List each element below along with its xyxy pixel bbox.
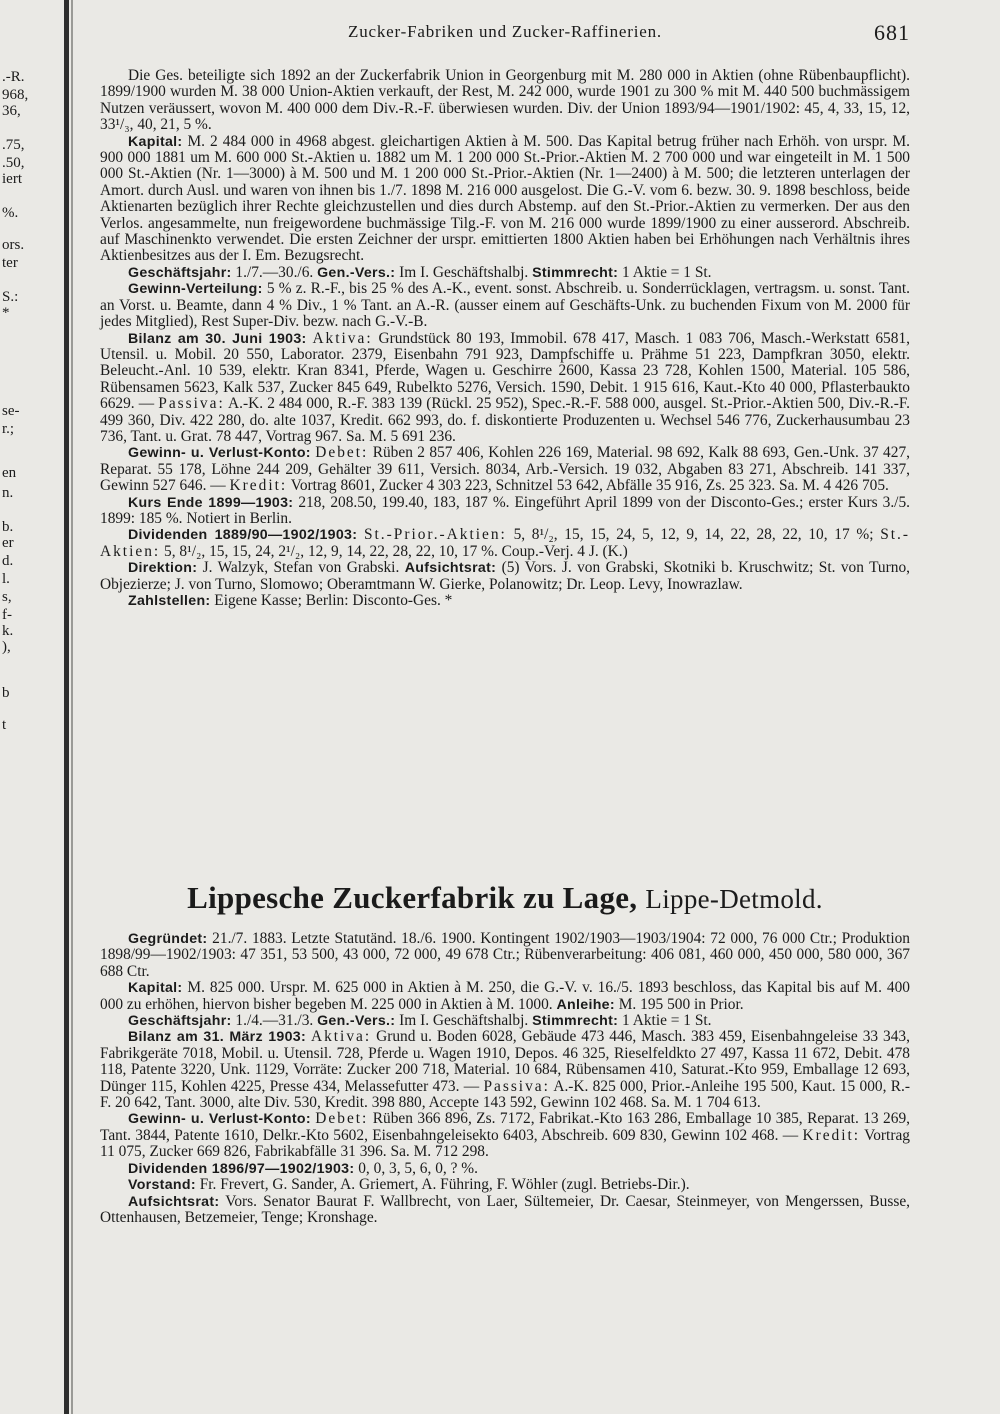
- vorstand-text: Fr. Frevert, G. Sander, A. Griemert, A. Führing, F. Wöhler (zugl. Betriebs-Dir.).: [199, 1176, 690, 1194]
- geschaeftsjahr-label: Geschäftsjahr:: [128, 264, 232, 281]
- kredit-label: Kredit:: [229, 477, 288, 495]
- div-prior-values: 5, 8¹/₂, 15, 15, 24, 5, 12, 9, 14, 22, 28, 22, 10, 17 %;: [513, 526, 874, 544]
- dividenden-values: 0, 0, 3, 5, 6, 0, ? %.: [358, 1159, 478, 1177]
- heading-company-name: Lippesche Zuckerfabrik zu Lage,: [187, 880, 638, 915]
- union-dividenden-paragraph: [100, 527, 910, 560]
- kurs-label: Kurs Ende 1899—1903:: [128, 494, 294, 511]
- lippe-bilanz-paragraph: [100, 1029, 910, 1111]
- union-entry: [100, 68, 910, 609]
- lippe-kapital-paragraph: [100, 980, 910, 1013]
- aufsichtsrat-text: Vors. Senator Baurat F. Wallbrecht, von Laer, Sültemeier, Dr. Caesar, Steinmeyer, von Mengerssen, Busse, Ottenhausen, Betzemeier, Tenge; Kronshage.: [100, 1192, 910, 1226]
- bilanz-label: Bilanz am 30. Juni 1903:: [128, 330, 307, 347]
- lippe-gegruendet-paragraph: [100, 931, 910, 980]
- guv-label: Gewinn- u. Verlust-Konto:: [128, 1111, 311, 1128]
- passiva-label: Passiva:: [483, 1077, 550, 1095]
- margin-fragment: 36,: [2, 103, 21, 119]
- guv-label: Gewinn- u. Verlust-Konto:: [128, 445, 311, 462]
- union-direktion-paragraph: [100, 560, 910, 593]
- dividenden-label: Dividenden 1889/90—1902/1903:: [128, 527, 358, 544]
- margin-fragment: k.: [2, 623, 14, 639]
- kredit-text: Vortrag 11 075, Zucker 669 826, Fabrikabfälle 31 396. Sa. M. 712 298.: [100, 1126, 910, 1161]
- geschaeftsjahr-label: Geschäftsjahr:: [128, 1013, 232, 1030]
- gen-vers-value: Im I. Geschäftshalbj.: [399, 263, 529, 281]
- stimmrecht-value: 1 Aktie = 1 St.: [622, 263, 712, 281]
- stimmrecht-label: Stimmrecht:: [532, 1013, 619, 1030]
- aufsichtsrat-label: Aufsichtsrat:: [404, 560, 497, 577]
- margin-fragment: f-: [2, 607, 12, 623]
- margin-fragment: s,: [2, 589, 12, 605]
- gen-vers-label: Gen.-Vers.:: [317, 264, 396, 281]
- lippe-guv-paragraph: [100, 1111, 910, 1160]
- union-guv-paragraph: [100, 445, 910, 494]
- margin-fragment: r.;: [2, 421, 15, 437]
- stimmrecht-label: Stimmrecht:: [532, 264, 619, 281]
- margin-fragment: *: [2, 305, 10, 321]
- passiva-label: Passiva:: [158, 395, 225, 413]
- margin-fragment: .-R.: [2, 69, 25, 85]
- div-st-label: St.-Aktien:: [100, 526, 911, 560]
- zahlstellen-label: Zahlstellen:: [128, 593, 211, 609]
- margin-fragment: .75,: [2, 137, 25, 153]
- passiva-text: A.-K. 2 484 000, R.-F. 383 139 (Rückl. 25 952), Spec.-R.-F. 588 000, ausgel. St.-Prior.-Aktien 500, Div.-R.-F. 499 360, Div. 422 280, do. alte 1037, Kredit. 662 993, do. f. diskontierte Produzenten u. Wechsel 546 776, Zuckerhausumbau 23 736, Tant. u. Grat. 78 447, Vortrag 967. Sa. M. 5 691 236.: [100, 395, 911, 445]
- previous-page-margin: [0, 40, 64, 740]
- stimmrecht-value: 1 Aktie = 1 St.: [622, 1012, 712, 1030]
- lippe-entry: [100, 931, 910, 1226]
- aufsichtsrat-text: (5) Vors. J. von Grabski, Skotniki b. Kruschwitz; St. von Turno, Objezierze; J. von Turno, Slomowo; Oberamtmann W. Gierke, Polanowitz; Dr. Leop. Levy, Inowrazlaw.: [100, 559, 910, 593]
- kapital-text: M. 2 484 000 in 4968 abgest. gleichartigen Aktien à M. 500. Das Kapital betrug früher nach Erhöh. von urspr. M. 900 000 1881 um M. 600 000 St.-Aktien u. 1882 um M. 1 200 000 St.-Prior.-Aktien M. 2 700 000 und war eingeteilt in M. 1 500 000 St.-Aktien (Nr. 1—3000) à M. 500 und M. 1 200 000 St.-Prior.-Aktien (Nr. 1—2400) à M. 500; die letzteren unterlagen der Amort. durch Ausl. und waren von ihnen bis 1./7. 1898 M. 216 000 ausgelost. Die G.-V. vom 6. bezw. 30. 9. 1898 beschloss, beide Aktienarten bezüglich ihrer Rechte gleichzustellen und dies durch Abstemp. auf den St.-Prior.-Aktien zu vermerken. Der aus den Verlos. angesammelte, nun freigewordene buchmässige Tilg.-F. von M. 216 000 wurde 1899/1900 zu einer ausserord. Abschreib. auf Maschinenkto verwendet. Die ersten Zeichner der urspr. emittierten 1800 Aktien haben bei Erhöhungen nach Verhältnis ihres Aktienbesitzes aus der I. Em. Bezugsrecht.: [100, 132, 910, 265]
- div-prior-label: St.-Prior.-Aktien:: [363, 526, 507, 544]
- lippe-meta-paragraph: [100, 1013, 910, 1029]
- debet-text: Rüben 366 896, Zs. 7172, Fabrikat.-Kto 163 286, Emballage 10 385, Reparat. 13 269, Tant. 3844, Patente 1610, Delkr.-Kto 5602, Eisenbahngeleisekto 6403, Abschreib. 609 830, Gewinn 102 468. —: [100, 1110, 910, 1144]
- margin-fragment: er: [2, 535, 14, 551]
- margin-fragment: d.: [2, 553, 14, 569]
- div-st-values: 5, 8¹/₂, 15, 15, 24, 2¹/₂, 12, 9, 14, 22, 28, 22, 10, 17 %. Coup.-Verj. 4 J. (K.): [164, 542, 628, 560]
- lippe-dividenden-paragraph: [100, 1161, 910, 1177]
- margin-fragment: %.: [2, 205, 19, 221]
- page-number: 681: [874, 20, 910, 45]
- kredit-label: Kredit:: [802, 1126, 861, 1144]
- lippe-aufsichtsrat-paragraph: [100, 1194, 910, 1227]
- running-header: [100, 22, 910, 52]
- union-zahlstellen-paragraph: [100, 593, 910, 609]
- margin-fragment: 968,: [2, 87, 29, 103]
- union-kapital-paragraph: [100, 134, 910, 265]
- kurs-text: 218, 208.50, 199.40, 183, 187 %. Eingeführt April 1899 von der Disconto-Ges.; erster Kurs 3./5. 1899: 185 %. Notiert in Berlin.: [100, 493, 910, 527]
- margin-fragment: en: [2, 465, 17, 481]
- binding-gutter: [64, 0, 69, 1414]
- debet-label: Debet:: [315, 1110, 369, 1128]
- margin-fragment: n.: [2, 485, 14, 501]
- gewinn-verteilung-text: 5 % z. R.-F., bis 25 % des A.-K., event. sonst. Abschreib. u. Sonderrücklagen, vertragsm. u. sonst. Tant. an Vorst. u. Beamte, dann 4 % Div., 1 % Tant. an A.-R. (ausser einem auf Geschäfts-Unk. zu buchenden Fixum von M. 2000 für jedes Mitglied), Rest Super-Div. bezw. nach G.-V.-B.: [100, 280, 911, 331]
- aktiva-text: Grund u. Boden 6028, Gebäude 473 446, Masch. 383 459, Eisenbahngeleise 33 343, Fabrikgeräte 7018, Mobil. u. Utensil. 728, Pferde u. Wagen 1910, Depos. 46 325, Rieselfeldkto 27 497, Kassa 11 672, Debit. 478 118, Patente 3220, Unk. 1129, Vorräte: Zucker 200 718, Material. 10 684, Rübensamen 410, Saturat.-Kto 959, Emballage 12 693, Dünger 115, Kohlen 4225, Presse 434, Melassefutter 473. —: [100, 1028, 910, 1095]
- direktion-text: J. Walzyk, Stefan von Grabski.: [202, 559, 400, 577]
- union-gewinnverteilung-paragraph: [100, 281, 910, 330]
- binding-gutter-shadow: [71, 0, 73, 1414]
- zahlstellen-text: Eigene Kasse; Berlin: Disconto-Ges. *: [214, 592, 453, 609]
- debet-text: Rüben 2 857 406, Kohlen 226 169, Material. 98 692, Kalk 88 693, Gen.-Unk. 37 427, Reparat. 55 178, Löhne 244 209, Gehälter 39 611, Versich. 8034, Arb.-Versich. 19 032, Abgaben 83 271, Abschreib. 141 337, Gewinn 527 646. —: [100, 444, 910, 495]
- union-bilanz-paragraph: [100, 331, 910, 446]
- margin-fragment: ter: [2, 255, 18, 271]
- vorstand-label: Vorstand:: [128, 1177, 196, 1194]
- aktiva-label: Aktiva:: [312, 329, 373, 347]
- gen-vers-value: Im I. Geschäftshalbj.: [399, 1012, 529, 1030]
- margin-fragment: .50,: [2, 155, 25, 171]
- margin-fragment: l.: [2, 571, 10, 587]
- kredit-text: Vortrag 8601, Zucker 4 303 223, Schnitzel 53 642, Abfälle 35 916, Zs. 25 323. Sa. M. 4 426 705.: [290, 477, 889, 495]
- geschaeftsjahr-value: 1./4.—31./3.: [235, 1012, 314, 1030]
- gegruendet-text: 21./7. 1883. Letzte Statutänd. 18./6. 1900. Kontingent 1902/1903—1903/1904: 72 000, 76 000 Ctr.; Produktion 1898/99—1902/1903: 47 351, 53 500, 43 000, 72 000, 49 678 Ctr.; Rübenverarbeitung: 406 081, 460 000, 450 000, 580 000, 367 688 Ctr.: [100, 930, 910, 980]
- margin-fragment: b.: [2, 519, 14, 535]
- kapital-label: Kapital:: [128, 133, 183, 150]
- margin-fragment: ors.: [2, 237, 25, 253]
- margin-fragment: se-: [2, 403, 20, 419]
- aktiva-text: Grundstück 80 193, Immobil. 678 417, Masch. 1 083 706, Masch.-Werkstatt 6581, Utensil. u. Mobil. 20 550, Laborator. 2379, Eisenbahn 791 923, Dampfschiffe u. Prähme 51 223, Dampfkran 3050, elektr. Beleucht.-Anl. 10 539, elektr. Kran 8341, Pferde, Wagen u. Geschirre 2600, Kassa 23 728, Kohlen 1500, Material. 105 586, Rübensamen 5623, Kalk 537, Zucker 845 649, Rubelkto 5276, Versich. 1590, Debit. 1 915 616, Kaut.-Kto 40 000, Pflasterbaukto 6629. —: [100, 329, 910, 413]
- dividenden-label: Dividenden 1896/97—1902/1903:: [128, 1160, 355, 1177]
- header-title: Zucker-Fabriken und Zucker-Raffinerien.: [348, 22, 662, 41]
- passiva-text: A.-K. 825 000, Prior.-Anleihe 195 500, Kaut. 15 000, R.-F. 20 642, Tant. 3000, alte Div. 530, Kredit. 398 880, Accepte 143 592, Gewinn 102 468. Sa. M. 1 704 613.: [100, 1077, 911, 1112]
- gen-vers-label: Gen.-Vers.:: [317, 1013, 396, 1030]
- margin-fragment: t: [2, 717, 7, 733]
- geschaeftsjahr-value: 1./7.—30./6.: [235, 263, 314, 281]
- anleihe-label: Anleihe:: [556, 996, 615, 1013]
- margin-fragment: iert: [2, 171, 22, 187]
- kapital-label: Kapital:: [128, 980, 183, 997]
- union-meta-paragraph: [100, 265, 910, 281]
- kapital-text: M. 825 000. Urspr. M. 625 000 in Aktien à M. 250, die G.-V. v. 16./5. 1893 beschloss, das Kapital bis auf M. 400 000 zu erhöhen, hiervon bisher begeben M. 225 000 in Aktien à M. 1000.: [100, 979, 910, 1013]
- gewinn-verteilung-label: Gewinn-Verteilung:: [128, 281, 263, 298]
- heading-place: Lippe-Detmold.: [645, 884, 823, 914]
- direktion-label: Direktion:: [128, 560, 198, 577]
- gegruendet-label: Gegründet:: [128, 931, 208, 947]
- margin-fragment: ),: [2, 639, 11, 655]
- company-heading: [100, 880, 910, 916]
- debet-label: Debet:: [315, 444, 369, 462]
- margin-fragment: S.:: [2, 289, 19, 305]
- union-intro-paragraph: Die Ges. beteiligte sich 1892 an der Zuckerfabrik Union in Georgenburg mit M. 280 000 in Aktien (ohne Rübenbaupflicht). 1899/1900 wurden M. 38 000 Union-Aktien verkauft, der Rest, M. 242 000, wurde 1901 zu 300 % mit M. 440 500 buchmässigem Nutzen veräussert, wovon M. 400 000 dem Div.-R.-F. überwiesen wurden. Div. der Union 1893/94—1901/1902: 45, 4, 33, 15, 12, 33¹/₃, 40, 21, 5 %.: [100, 67, 910, 134]
- anleihe-text: M. 195 500 in Prior.: [618, 995, 744, 1013]
- aktiva-label: Aktiva:: [310, 1028, 372, 1046]
- bilanz-label: Bilanz am 31. März 1903:: [128, 1029, 307, 1046]
- union-kurs-paragraph: [100, 495, 910, 528]
- margin-fragment: b: [2, 685, 10, 701]
- aufsichtsrat-label: Aufsichtsrat:: [128, 1193, 220, 1210]
- lippe-vorstand-paragraph: [100, 1177, 910, 1193]
